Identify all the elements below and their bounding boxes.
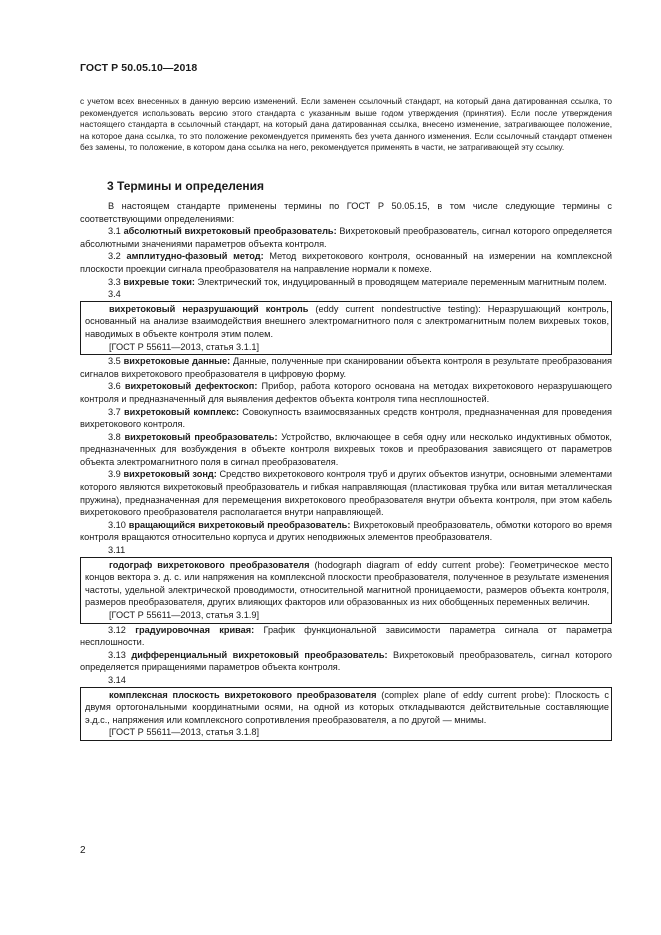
- term-3-12: 3.12 градуировочная кривая: График функциональной зависимости параметра сигнала от параметра несплошности.: [80, 624, 612, 648]
- intro-paragraph: с учетом всех внесенных в данную версию изменений. Если заменен ссылочный стандарт, на который дана датированная ссылка, то рекомендуется использовать версию этого стандарта с указанным выше годом утверждения (принятия). Если после утверждения настоящего стандарта в ссылочный стандарт, на который дана датированная ссылка, внесено изменение, затрагивающее положение, на которое дана ссылка, то это положение рекомендуется применять без учета данного изменения. Если ссылочный стандарт отменен без замены, то положение, в котором дана ссылка на него, рекомендуется применять в части, не затрагивающей эту ссылку.: [80, 96, 612, 153]
- section-lead: В настоящем стандарте применены термины по ГОСТ Р 50.05.15, в том числе следующие термины с соответствующими определениями:: [80, 201, 612, 224]
- boxed-term-3-14: [80, 687, 612, 741]
- term-3-13: 3.13 дифференциальный вихретоковый преобразователь: Вихретоковый преобразователь, сигнал которого определяется приращениями параметров объекта контроля.: [80, 649, 612, 673]
- page-number: 2: [80, 845, 86, 856]
- section-title: 3 Термины и определения: [107, 179, 265, 193]
- term-3-11-reference: [ГОСТ Р 55611—2013, статья 3.1.9]: [109, 610, 260, 620]
- term-3-7: 3.7 вихретоковый комплекс: Совокупность взаимосвязанных средств контроля, предназначенная для проведения вихретокового контроля.: [80, 406, 612, 430]
- term-3-3: 3.3 вихревые токи: Электрический ток, индуцированный в проводящем материале переменным магнитным полем.: [108, 276, 607, 287]
- term-3-1: 3.1 абсолютный вихретоковый преобразователь: Вихретоковый преобразователь, сигнал которого определяется абсолютными значениями параметров объекта контроля.: [80, 226, 612, 249]
- term-3-11: годограф вихретокового преобразователя (hodograph diagram of eddy current probe): Геометрическое место концов вектора э. д. с. или напряжения на комплексной плоскости преобразователя, полученное в результате изменения частоты, удельной электрической проводимости, относительной магнитной проницаемости, размеров объекта контроля, размеров преобразователя, других влияющих факторов или образованных из них обобщенных переменных величин.: [85, 559, 609, 608]
- section-content: [80, 200, 612, 741]
- term-number-3-14: 3.14: [108, 674, 126, 685]
- term-3-2: 3.2 амплитудно-фазовый метод: Метод вихретокового контроля, основанный на измерении на комплексной плоскости проекции сигнала преобразователя на направление нормали к помехе.: [80, 251, 612, 274]
- document-header: ГОСТ Р 50.05.10—2018: [80, 62, 198, 74]
- term-3-9: 3.9 вихретоковый зонд: Средство вихретокового контроля труб и других объектов изнутри, основными элементами которого являются вихретоковый преобразователь и гибкая направляющая (пластиковая трубка или витая металлическая пружина), предназначенная для перемещения вихретокового преобразователя внутри объекта контроля, при этом кабель вихретокового преобразователя располагается внутри направляющей.: [80, 469, 612, 518]
- term-3-4-reference: [ГОСТ Р 55611—2013, статья 3.1.1]: [109, 341, 260, 352]
- term-3-14: комплексная плоскость вихретокового преобразователя (complex plane of eddy current probe): Плоскость с двумя ортогональными координатными осями, на одной из которых откладываются действительные составляющие э.д.с., напряжения или комплексного сопротивления преобразователя, а по другой — мнимы.: [85, 689, 609, 725]
- term-3-10: 3.10 вращающийся вихретоковый преобразователь: Вихретоковый преобразователь, обмотки которого во время контроля вращаются относительно корпуса и других неподвижных элементов преобразователя.: [80, 519, 612, 543]
- boxed-term-3-4: [80, 301, 612, 355]
- term-3-4: вихретоковый неразрушающий контроль (eddy current nondestructive testing): Неразрушающий контроль, основанный на анализе взаимодействия внешнего электромагнитного поля с электромагнитным полем вихревых токов, наводимых в объекте контроля этим полем.: [85, 303, 609, 339]
- term-number-3-4: 3.4: [108, 289, 121, 300]
- term-3-5: 3.5 вихретоковые данные: Данные, полученные при сканировании объекта контроля в результате преобразования сигналов вихретокового преобразователя в цифровую форму.: [80, 356, 612, 379]
- term-3-8: 3.8 вихретоковый преобразователь: Устройство, включающее в себя одну или несколько индуктивных обмоток, предназначенных для возбуждения в объекте контроля вихревых токов и преобразования зависящего от параметров объекта электромагнитного поля в сигнал преобразователя.: [80, 431, 612, 467]
- term-3-6: 3.6 вихретоковый дефектоскоп: Прибор, работа которого основана на методах вихретокового неразрушающего контроля и предназначенный для выявления дефектов объекта контроля типа несплошностей.: [80, 381, 612, 404]
- term-number-3-11: 3.11: [108, 545, 126, 556]
- term-3-14-reference: [ГОСТ Р 55611—2013, статья 3.1.8]: [109, 727, 260, 738]
- boxed-term-3-11: [80, 557, 612, 624]
